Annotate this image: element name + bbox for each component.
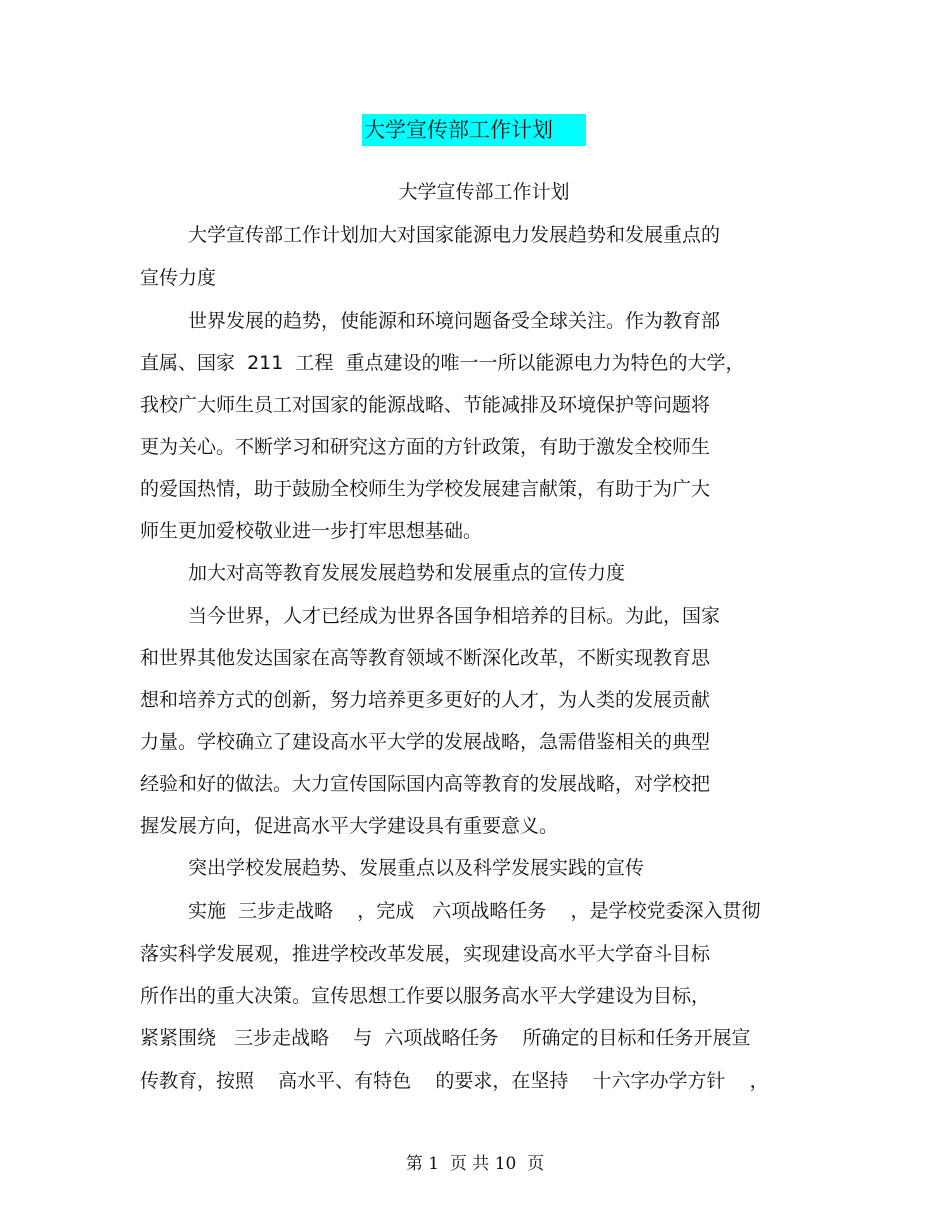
paragraph-line: 力量。学校确立了建设高水平大学的发展战略，急需借鉴相关的典型 (140, 731, 711, 753)
paragraph-line: 突出学校发展趋势、发展重点以及科学发展实践的宣传 (188, 857, 645, 879)
paragraph-line: 想和培养方式的创新，努力培养更多更好的人才，为人类的发展贡献 (140, 689, 711, 711)
paragraph-line: 实施 三步走战略 ，完成 六项战略任务 ，是学校党委深入贯彻 (188, 900, 761, 922)
paragraph-line: 当今世界，人才已经成为世界各国争相培养的目标。为此，国家 (188, 605, 721, 627)
paragraph-line: 经验和好的做法。大力宣传国际国内高等教育的发展战略，对学校把 (140, 773, 711, 795)
paragraph-line: 更为关心。不断学习和研究这方面的方针政策，有助于激发全校师生 (140, 436, 711, 458)
paragraph-line: 落实科学发展观，推进学校改革发展，实现建设高水平大学奋斗目标 (140, 943, 711, 965)
paragraph-line: 我校广大师生员工对国家的能源战略、节能减排及环境保护等问题将 (140, 394, 711, 416)
document-subtitle: 大学宣传部工作计划 (398, 181, 570, 203)
page-footer: 第 1 页 共 10 页 (405, 1154, 545, 1174)
paragraph-line: 加大对高等教育发展发展趋势和发展重点的宣传力度 (188, 562, 626, 584)
paragraph-line: 大学宣传部工作计划加大对国家能源电力发展趋势和发展重点的 (188, 224, 721, 246)
paragraph-line: 握发展方向，促进高水平大学建设具有重要意义。 (140, 815, 559, 837)
paragraph-line: 的爱国热情，助于鼓励全校师生为学校发展建言献策，有助于为广大 (140, 478, 711, 500)
paragraph-line: 师生更加爱校敬业进一步打牢思想基础。 (140, 520, 483, 542)
paragraph-line: 所作出的重大决策。宣传思想工作要以服务高水平大学建设为目标， (140, 985, 711, 1007)
paragraph-line: 和世界其他发达国家在高等教育领域不断深化改革，不断实现教育思 (140, 647, 711, 669)
paragraph-line: 紧紧围绕 三步走战略 与 六项战略任务 所确定的目标和任务开展宣 (140, 1027, 751, 1049)
document-heading: 大学宣传部工作计划 (362, 114, 586, 146)
paragraph-line: 直属、国家 211 工程 重点建设的唯一一所以能源电力为特色的大学， (140, 352, 745, 374)
paragraph-line: 传教育，按照 高水平、有特色 的要求，在坚持 十六字办学方针 ， (140, 1070, 769, 1092)
paragraph-line: 宣传力度 (140, 267, 217, 289)
paragraph-line: 世界发展的趋势，使能源和环境问题备受全球关注。作为教育部 (188, 310, 721, 332)
